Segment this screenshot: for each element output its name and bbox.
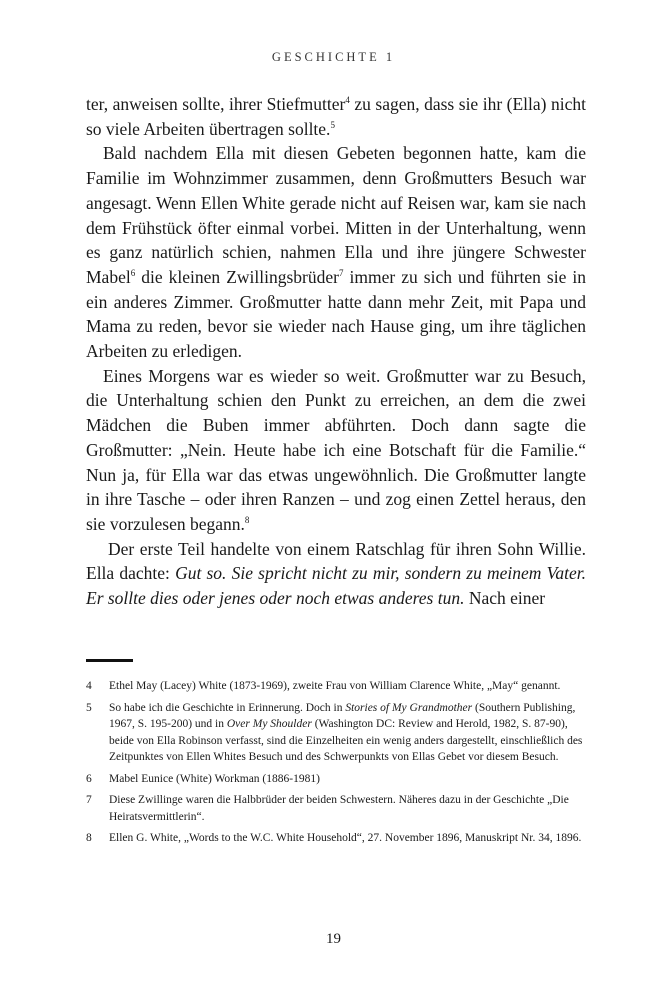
- footnote-text: Diese Zwillinge waren die Halbbrüder der beiden Schwestern. Näheres dazu in der Geschichte „Die Heiratsvermittlerin“.: [109, 794, 569, 823]
- body-text: [86, 92, 586, 611]
- paragraph-text: ter, anweisen sollte, ihrer Stiefmutter: [86, 94, 346, 114]
- paragraph-text: Eines Morgens war es wieder so weit. Großmutter war zu Besuch, die Unterhaltung schien den Punkt zu erreichen, an dem die zwei Mädchen die Buben immer abführten. Doch dann sagte die Großmutter: „Nein. Heute habe ich eine Botschaft für die Familie.“ Nun ja, für Ella war das etwas ungewöhnlich. Die Großmutter langte in ihre Tasche – oder ihren Ranzen – und zog einen Zettel heraus, den sie vorzulesen begann.: [86, 365, 586, 534]
- paragraph-text: die kleinen Zwillingsbrüder: [135, 266, 339, 287]
- book-title: Over My Shoulder: [226, 718, 312, 730]
- running-header: GESCHICHTE 1: [271, 50, 396, 64]
- paragraph-2: [86, 141, 586, 363]
- footnote-7: [86, 792, 586, 825]
- paragraph-text: Der erste Teil handelte von einem Ratschlag für ihren Sohn Willie. Ella dachte:: [86, 538, 586, 584]
- paragraph-text: immer zu sich und führten sie in ein anderes Zimmer. Großmutter hatte dann mehr Zeit, mit Papa und Mama zu reden, bevor sie wieder nach Hause ging, um ihre täglichen Arbeiten zu erledigen.: [86, 266, 586, 362]
- paragraph-text: zu sagen, dass sie ihr (Ella) nicht so viele Arbeiten übertragen sollte.: [86, 94, 586, 139]
- footnote-text: [109, 700, 586, 766]
- footnote-8: [86, 830, 586, 847]
- footnote-number: 8: [86, 832, 92, 844]
- footnote-ref: 8: [244, 515, 250, 526]
- paragraph-3: [86, 364, 586, 537]
- footnote-text: Mabel Eunice (White) Workman (1886-1981): [109, 772, 320, 785]
- footnote-4: [86, 678, 586, 695]
- paragraph-text: Nach einer: [464, 588, 546, 609]
- footnote-text-part: So habe ich die Geschichte in Erinnerung. Doch in: [109, 701, 346, 714]
- footnotes: [86, 678, 586, 852]
- footnote-text: Ellen G. White, „Words to the W.C. White Household“, 27. November 1896, Manuskript Nr. 34, 1896.: [109, 832, 582, 844]
- footnote-text-part: (Washington DC: Review and Herold, 1982, S. 87-90), beide von Ella Robinson verfasst, sind die Einzelheiten ein wenig anders dargestellt, einschließlich des Zeitpunktes von Ellen Whites Besuch und des Schwerpunkts von Ellas Gebet vor diesem Besuch.: [109, 718, 583, 763]
- footnote-6: [86, 771, 586, 788]
- paragraph-text: Bald nachdem Ella mit diesen Gebeten begonnen hatte, kam die Familie im Wohnzimmer zusammen, denn Großmutters Besuch war angesagt. Wenn Ellen White gerade nicht auf Reisen war, kam sie nach dem Frühstück öfter einmal vorbei. Mitten in der Unterhaltung, wenn es ganz natürlich schien, nahmen Ella und ihre jüngere Schwester Mabel: [86, 143, 586, 287]
- paragraph-1: [86, 92, 586, 141]
- footnote-ref: 7: [338, 268, 344, 279]
- footnote-ref: 5: [330, 119, 335, 130]
- footnote-number: 6: [86, 772, 92, 785]
- footnote-number: 4: [86, 680, 92, 692]
- page-number: 19: [326, 931, 341, 947]
- footnote-rule: [86, 659, 133, 662]
- footnote-5: [86, 700, 586, 766]
- footnote-text-part: (Southern Publishing, 1967, S. 195-200) und in: [109, 701, 576, 730]
- footnote-number: 7: [86, 794, 92, 806]
- footnote-text: Ethel May (Lacey) White (1873-1969), zweite Frau von William Clarence White, „May“ genannt.: [109, 680, 561, 692]
- footnote-ref: 6: [130, 268, 136, 279]
- footnote-number: 5: [86, 701, 92, 714]
- footnote-ref: 4: [345, 95, 350, 106]
- italic-thought: Gut so. Sie spricht nicht zu mir, sondern zu meinem Vater. Er sollte dies oder jenes oder noch etwas anderes tun.: [86, 563, 586, 609]
- paragraph-4: [86, 537, 586, 611]
- book-title: Stories of My Grandmother: [345, 701, 473, 714]
